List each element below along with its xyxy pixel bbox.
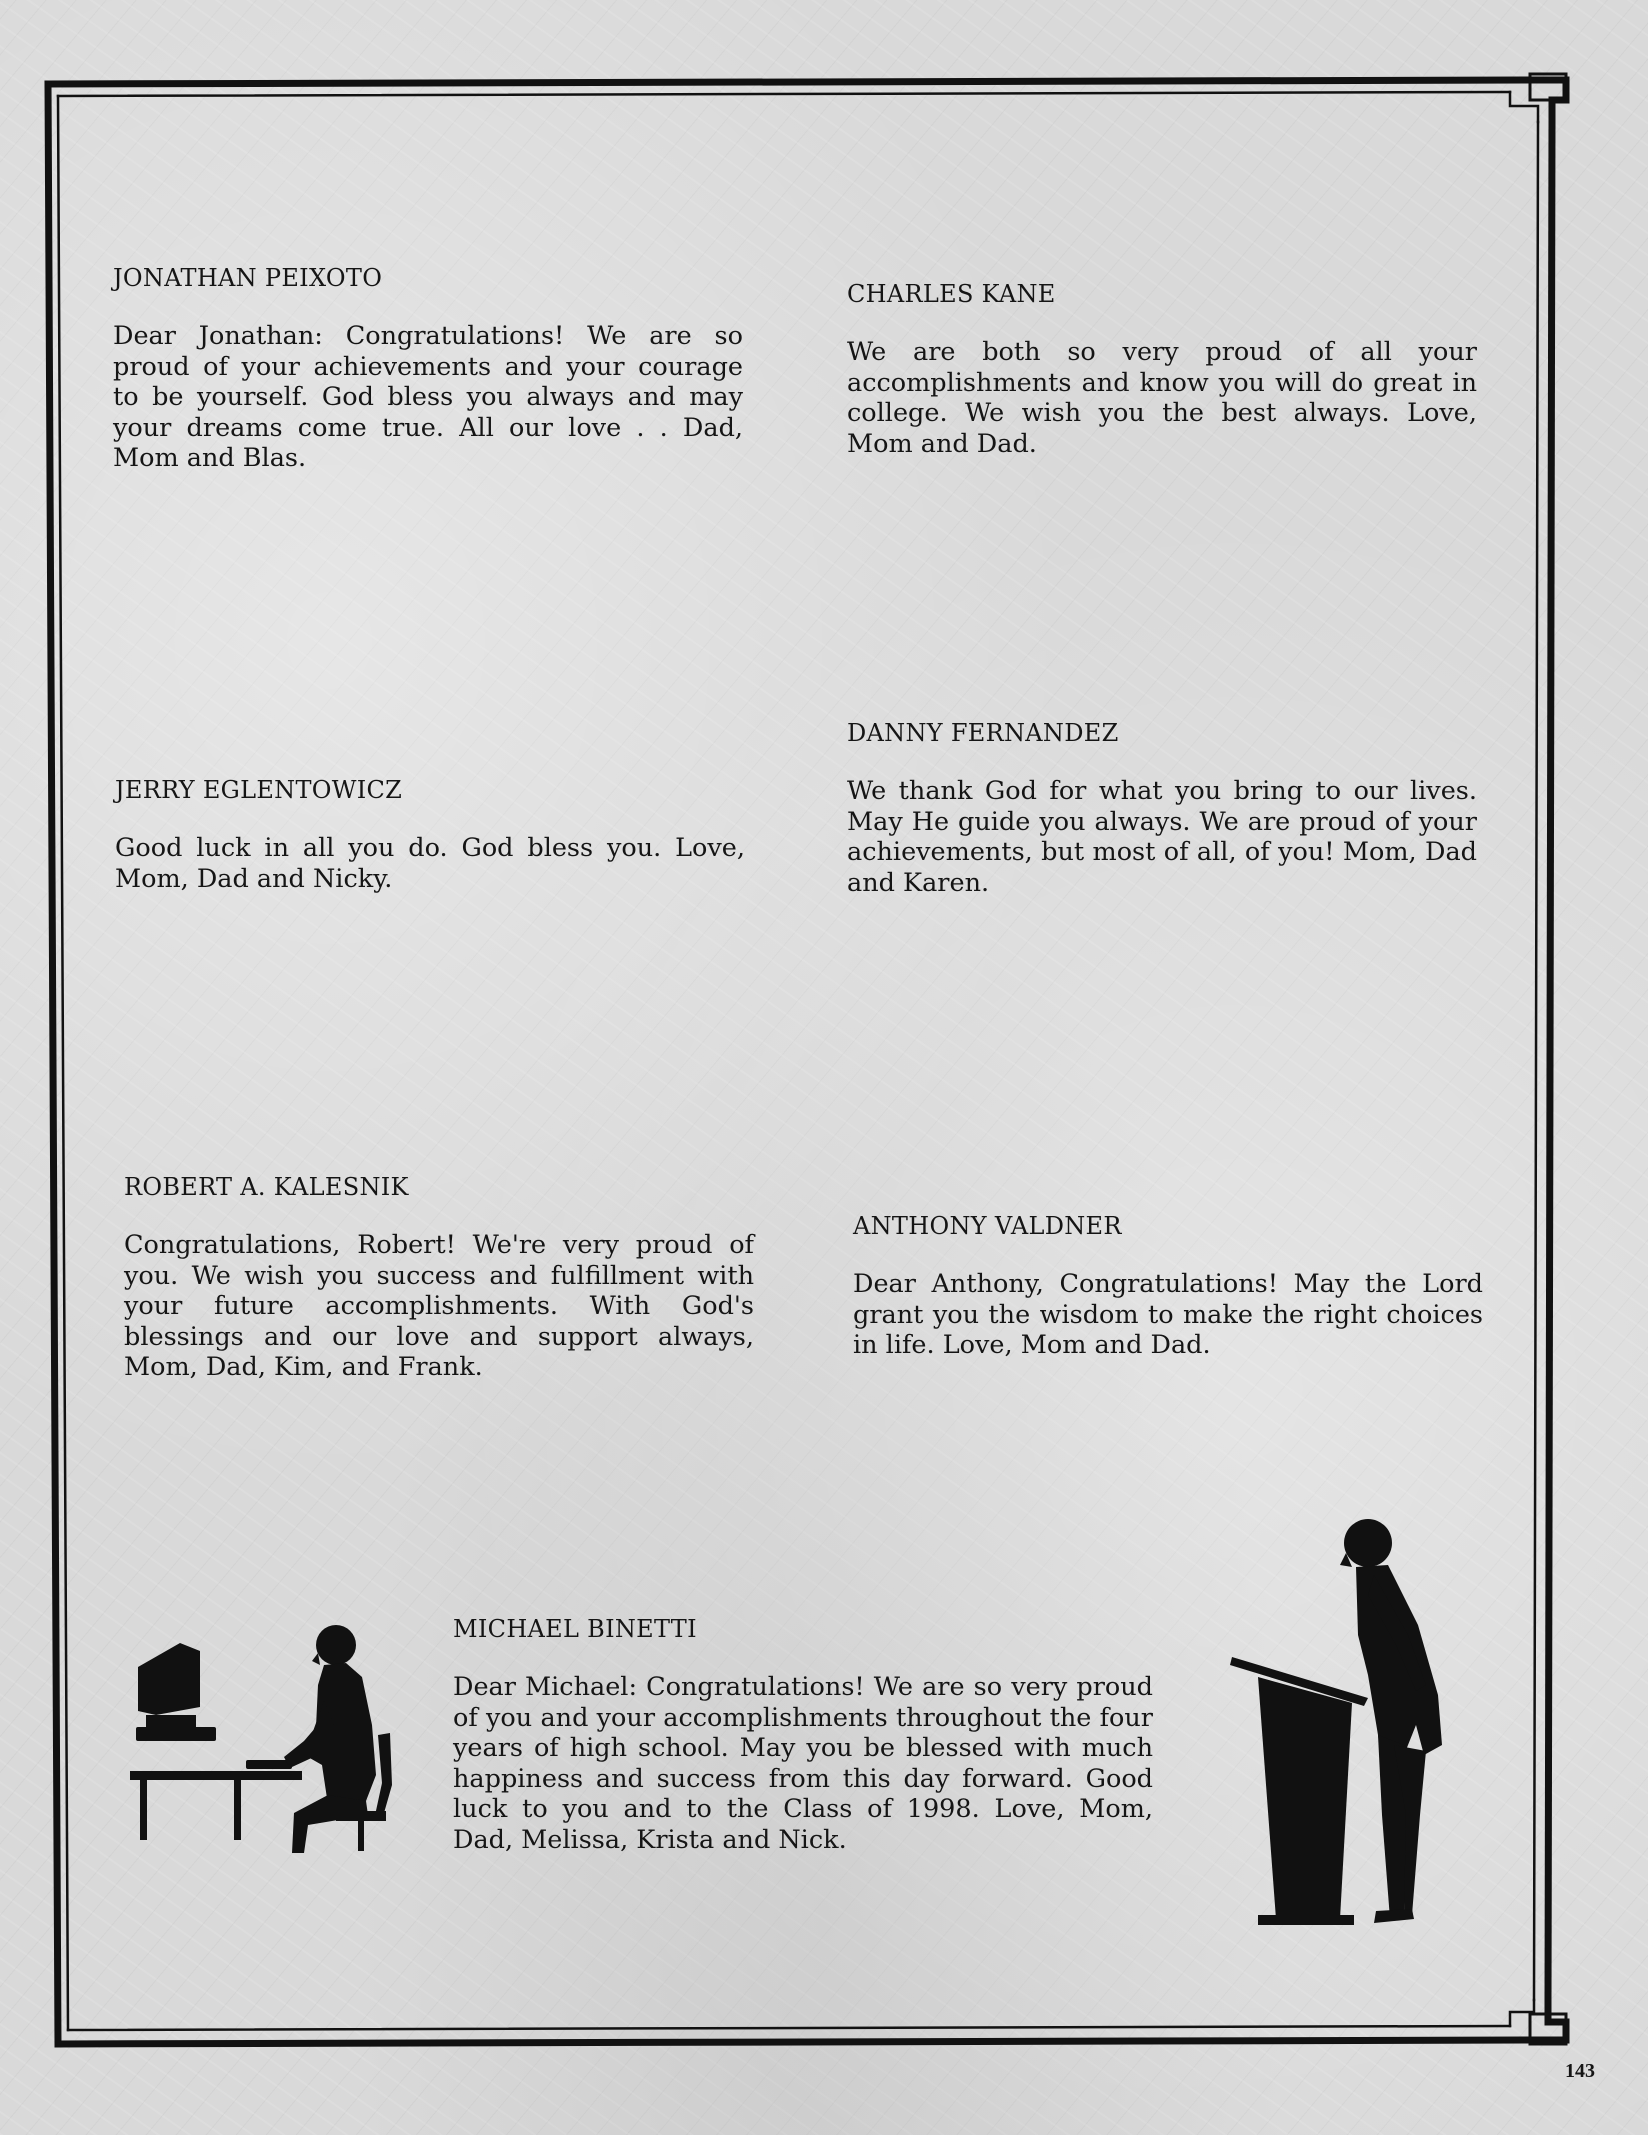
message-name: ROBERT A. KALESNIK xyxy=(124,1173,409,1201)
message-name: CHARLES KANE xyxy=(847,280,1056,308)
computer-user-silhouette-icon xyxy=(128,1615,398,1855)
podium-speaker-silhouette-icon xyxy=(1228,1515,1498,1935)
message-text: Dear Michael: Congratulations! We are so very proud of you and your accomplishments throughout the four years of high school. May you be blessed with much happiness and success from this day forward. Good luck to you and to the Class of 1998. Love, Mom, Dad, Melissa, Krista and Nick. xyxy=(453,1672,1153,1855)
message-michael-binetti xyxy=(453,1614,1153,1855)
message-name: DANNY FERNANDEZ xyxy=(847,719,1119,747)
message-robert-kalesnik xyxy=(124,1172,754,1383)
message-text: We are both so very proud of all your accomplishments and know you will do great in college. We wish you the best always. Love, Mom and Dad. xyxy=(847,337,1477,459)
message-name: MICHAEL BINETTI xyxy=(453,1615,697,1643)
message-text: Good luck in all you do. God bless you. Love, Mom, Dad and Nicky. xyxy=(115,833,745,894)
message-danny-fernandez xyxy=(847,718,1477,898)
message-text: We thank God for what you bring to our lives. May He guide you always. We are proud of your achievements, but most of all, of you! Mom, Dad and Karen. xyxy=(847,776,1477,898)
message-name: JERRY EGLENTOWICZ xyxy=(115,776,403,804)
page-number: 143 xyxy=(1565,2060,1595,2082)
message-name: JONATHAN PEIXOTO xyxy=(113,264,383,292)
message-text: Congratulations, Robert! We're very proud of you. We wish you success and fulfillment with your future accomplishments. With God's blessings and our love and support always, Mom, Dad, Kim, and Frank. xyxy=(124,1230,754,1382)
message-name: ANTHONY VALDNER xyxy=(853,1212,1122,1240)
message-charles-kane xyxy=(847,279,1477,459)
message-text: Dear Anthony, Congratulations! May the Lord grant you the wisdom to make the right choices in life. Love, Mom and Dad. xyxy=(853,1269,1483,1360)
message-jonathan-peixoto xyxy=(113,263,743,474)
message-anthony-valdner xyxy=(853,1211,1483,1361)
message-jerry-eglentowicz xyxy=(115,775,745,894)
message-text: Dear Jonathan: Congratulations! We are so proud of your achievements and your courage to be yourself. God bless you always and may your dreams come true. All our love . . Dad, Mom and Blas. xyxy=(113,321,743,473)
